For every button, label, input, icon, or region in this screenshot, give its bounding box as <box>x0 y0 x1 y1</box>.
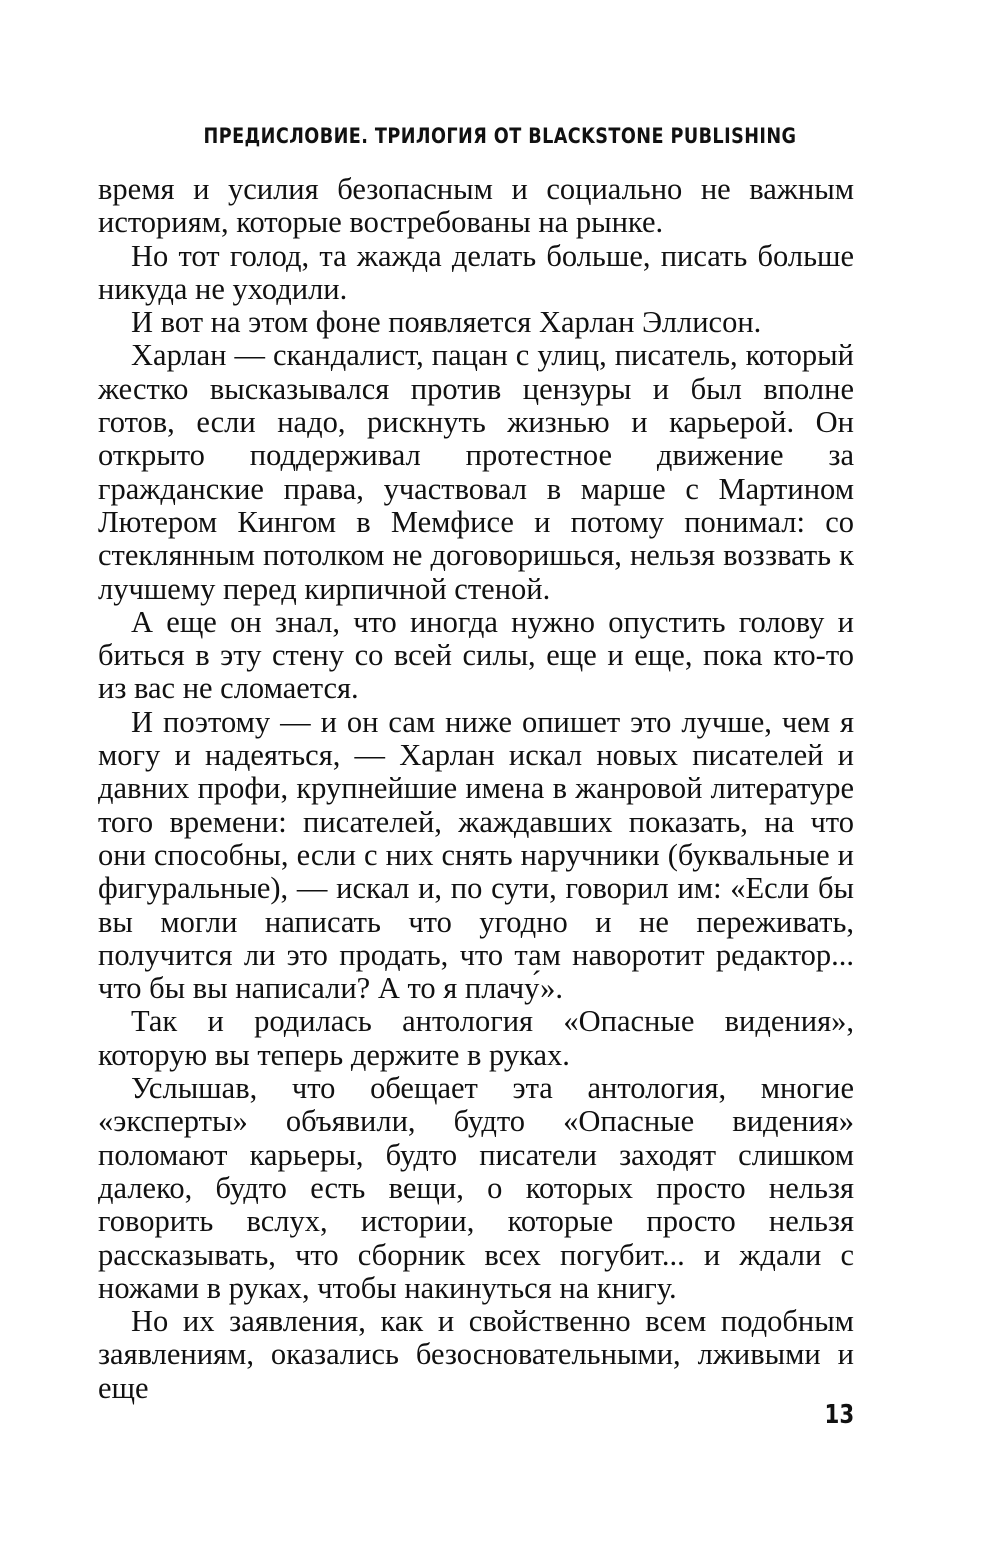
paragraph-8: Услышав, что обещает эта антология, многие «эксперты» объявили, будто «Опасные видения» поломают карьеры, будто писатели заходят слишком далеко, будто есть вещи, о которых просто нельзя говорить вслух, истории, которые просто нельзя рассказывать, что сборник всех погубит... и ждали с ножами в руках, чтобы накинуться на книгу. <box>98 1071 854 1305</box>
paragraph-6: И поэтому — и он сам ниже опишет это лучше, чем я могу и надеяться, — Харлан искал новых писателей и давних профи, крупнейшие имена в жанровой литературе того времени: писателей, жаждавших показать, на что они способны, если с них снять наручники (буквальные и фигуральные), — искал и, по сути, говорил им: «Если бы вы могли написать что угодно и не переживать, получится ли это продать, что там наворотит редактор... что бы вы написали? А то я плачу́». <box>98 704 854 1006</box>
paragraph-2: Но тот голод, та жажда делать больше, писать больше никуда не уходили. <box>98 238 854 306</box>
running-header: ПРЕДИСЛОВИЕ. ТРИЛОГИЯ ОТ BLACKSTONE PUBLISHING <box>203 124 797 148</box>
page-number: 13 <box>824 1400 854 1430</box>
paragraph-5: А еще он знал, что иногда нужно опустить голову и биться в эту стену со всей силы, еще и еще, пока кто-то из вас не сломается. <box>98 604 854 706</box>
body-text <box>98 173 854 1405</box>
paragraph-4: Харлан — скандалист, пацан с улиц, писатель, который жестко высказывался против цензуры и был вполне готов, если надо, рискнуть жизнью и карьерой. Он открыто поддерживал протестное движение за гражданские права, участвовал в марше с Мартином Лютером Кингом в Мемфисе и потому понимал: со стеклянным потолком не договоришься, нельзя воззвать к лучшему перед кирпичной стеной. <box>98 338 854 606</box>
paragraph-7: Так и родилась антология «Опасные видения», которую вы теперь держите в руках. <box>98 1004 854 1072</box>
paragraph-9: Но их заявления, как и свойственно всем подобным заявлениям, оказались безосновательными, лживыми и еще <box>98 1304 854 1405</box>
paragraph-3: И вот на этом фоне появляется Харлан Эллисон. <box>131 305 762 340</box>
paragraph-1: время и усилия безопасным и социально не важным историям, которые востребованы на рынке. <box>98 172 854 240</box>
